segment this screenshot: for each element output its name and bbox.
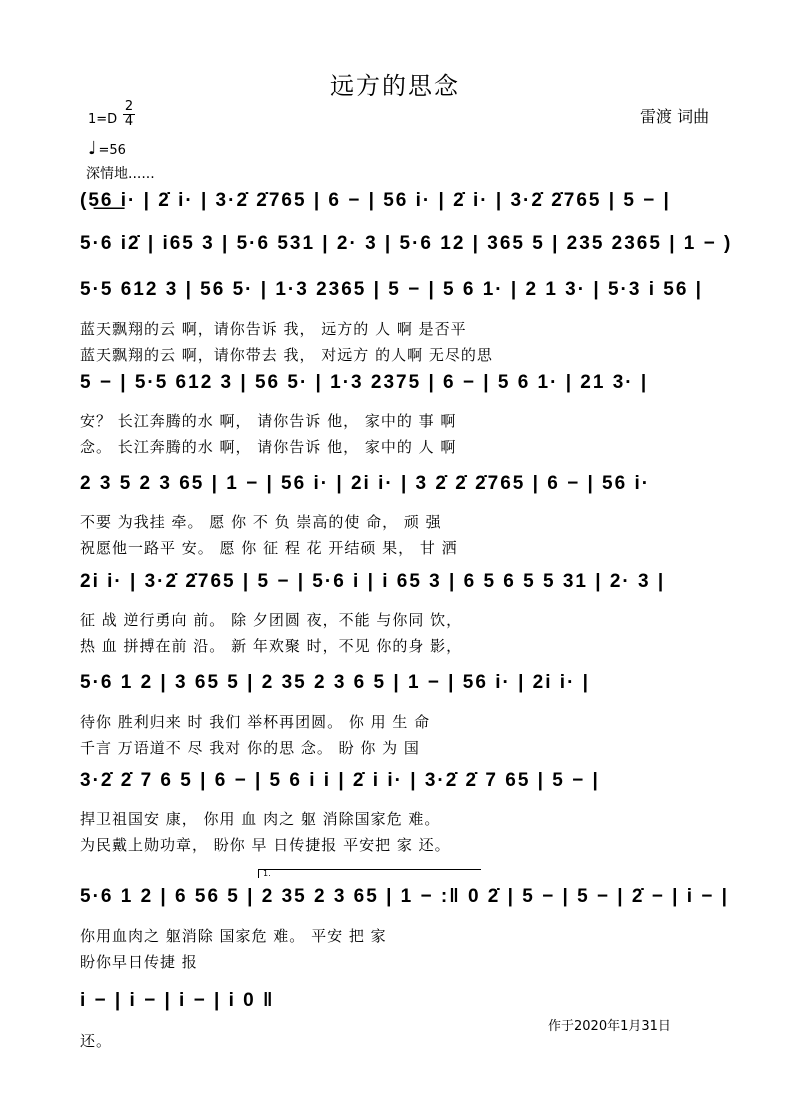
tempo-value: =56 xyxy=(98,143,126,158)
song-title: 远方的思念 xyxy=(330,72,460,100)
lyric-line-1: 蓝天飘翔的云 啊，请你告诉 我， 远方的 人 啊 是否平 xyxy=(80,320,467,338)
staff-line-1: (5͟6͟ i· | 2̇ i· | 3·2̇ 2̇765 | 6 − | 56 i· | 2̇ i· | 3·2̇ 2̇765 | 5 − | xyxy=(80,190,671,211)
staff-line-2: 5·6 i2̇ | i65 3 | 5·6 531 | 2· 3 | 5·6 12 | 365 5 | 235 2365 | 1 − ) xyxy=(80,233,733,254)
composition-date: 作于2020年1月31日 xyxy=(548,1019,671,1034)
time-signature-top: 2 xyxy=(124,99,134,114)
time-signature-bottom: 4 xyxy=(124,114,134,129)
quarter-note-icon: ♩ xyxy=(88,138,97,159)
volta-bracket xyxy=(258,869,481,878)
lyric-line-6: 祝愿他一路平 安。 愿 你 征 程 花 开结硕 果， 甘 洒 xyxy=(80,539,458,557)
lyric-line-10: 千言 万语道不 尽 我对 你的思 念。 盼 你 为 国 xyxy=(80,739,420,757)
volta-label: 1. xyxy=(263,869,271,878)
lyric-line-15: 还。 xyxy=(80,1032,113,1050)
staff-line-10: i − | i − | i − | i 0 ‖ xyxy=(80,990,275,1011)
tempo-marking xyxy=(88,138,126,159)
key-signature: 1=D xyxy=(88,112,118,127)
staff-line-3: 5·5 612 3 | 56 5· | 1·3 2365 | 5 − | 5 6 1· | 2 1 3· | 5·3 i 56 | xyxy=(80,279,703,300)
lyric-line-3: 安？ 长江奔腾的水 啊， 请你告诉 他， 家中的 事 啊 xyxy=(80,412,457,430)
staff-line-8: 3·2̇ 2̇ 7 6 5 | 6 − | 5 6 i i | 2̇ i i· | 3·2̇ 2̇ 7 65 | 5 − | xyxy=(80,770,600,791)
lyric-line-13: 你用血肉之 躯消除 国家危 难。 平安 把 家 xyxy=(80,927,387,945)
lyric-line-9: 待你 胜利归来 时 我们 举杯再团圆。 你 用 生 命 xyxy=(80,713,431,731)
time-signature xyxy=(123,100,135,129)
staff-line-7: 5·6 1 2 | 3 65 5 | 2 35 2 3 6 5 | 1 − | 56 i· | 2i i· | xyxy=(80,672,590,693)
lyric-line-5: 不要 为我挂 牵。 愿 你 不 负 崇高的使 命， 顽 强 xyxy=(80,513,442,531)
author-credit: 雷渡 词曲 xyxy=(640,107,710,126)
staff-line-4: 5 − | 5·5 612 3 | 56 5· | 1·3 2375 | 6 − | 5 6 1· | 21 3· | xyxy=(80,372,649,393)
expression-marking: 深情地...... xyxy=(86,166,155,182)
lyric-line-12: 为民戴上勋功章， 盼你 早 日传捷报 平安把 家 还。 xyxy=(80,836,451,854)
lyric-line-2: 蓝天飘翔的云 啊，请你带去 我， 对远方 的人啊 无尽的思 xyxy=(80,346,493,364)
lyric-line-8: 热 血 拼搏在前 沿。 新 年欢聚 时，不见 你的身 影， xyxy=(80,637,463,655)
lyric-line-4: 念。 长江奔腾的水 啊， 请你告诉 他， 家中的 人 啊 xyxy=(80,438,457,456)
staff-line-6: 2i i· | 3·2̇ 2̇765 | 5 − | 5·6 i | i 65 3 | 6 5 6 5 5 31 | 2· 3 | xyxy=(80,571,666,592)
lyric-line-14: 盼你早日传捷 报 xyxy=(80,953,198,971)
lyric-line-11: 捍卫祖国安 康， 你用 血 肉之 躯 消除国家危 难。 xyxy=(80,810,441,828)
staff-line-5: 2 3 5 2 3 65 | 1 − | 56 i· | 2i i· | 3 2̇ 2̇ 2̇765 | 6 − | 56 i· xyxy=(80,473,651,494)
lyric-line-7: 征 战 逆行勇向 前。 除 夕团圆 夜，不能 与你同 饮， xyxy=(80,611,463,629)
staff-line-9: 5·6 1 2 | 6 56 5 | 2 35 2 3 65 | 1 − :‖ 0 2̇ | 5 − | 5 − | 2̇ − | i − | xyxy=(80,886,729,907)
